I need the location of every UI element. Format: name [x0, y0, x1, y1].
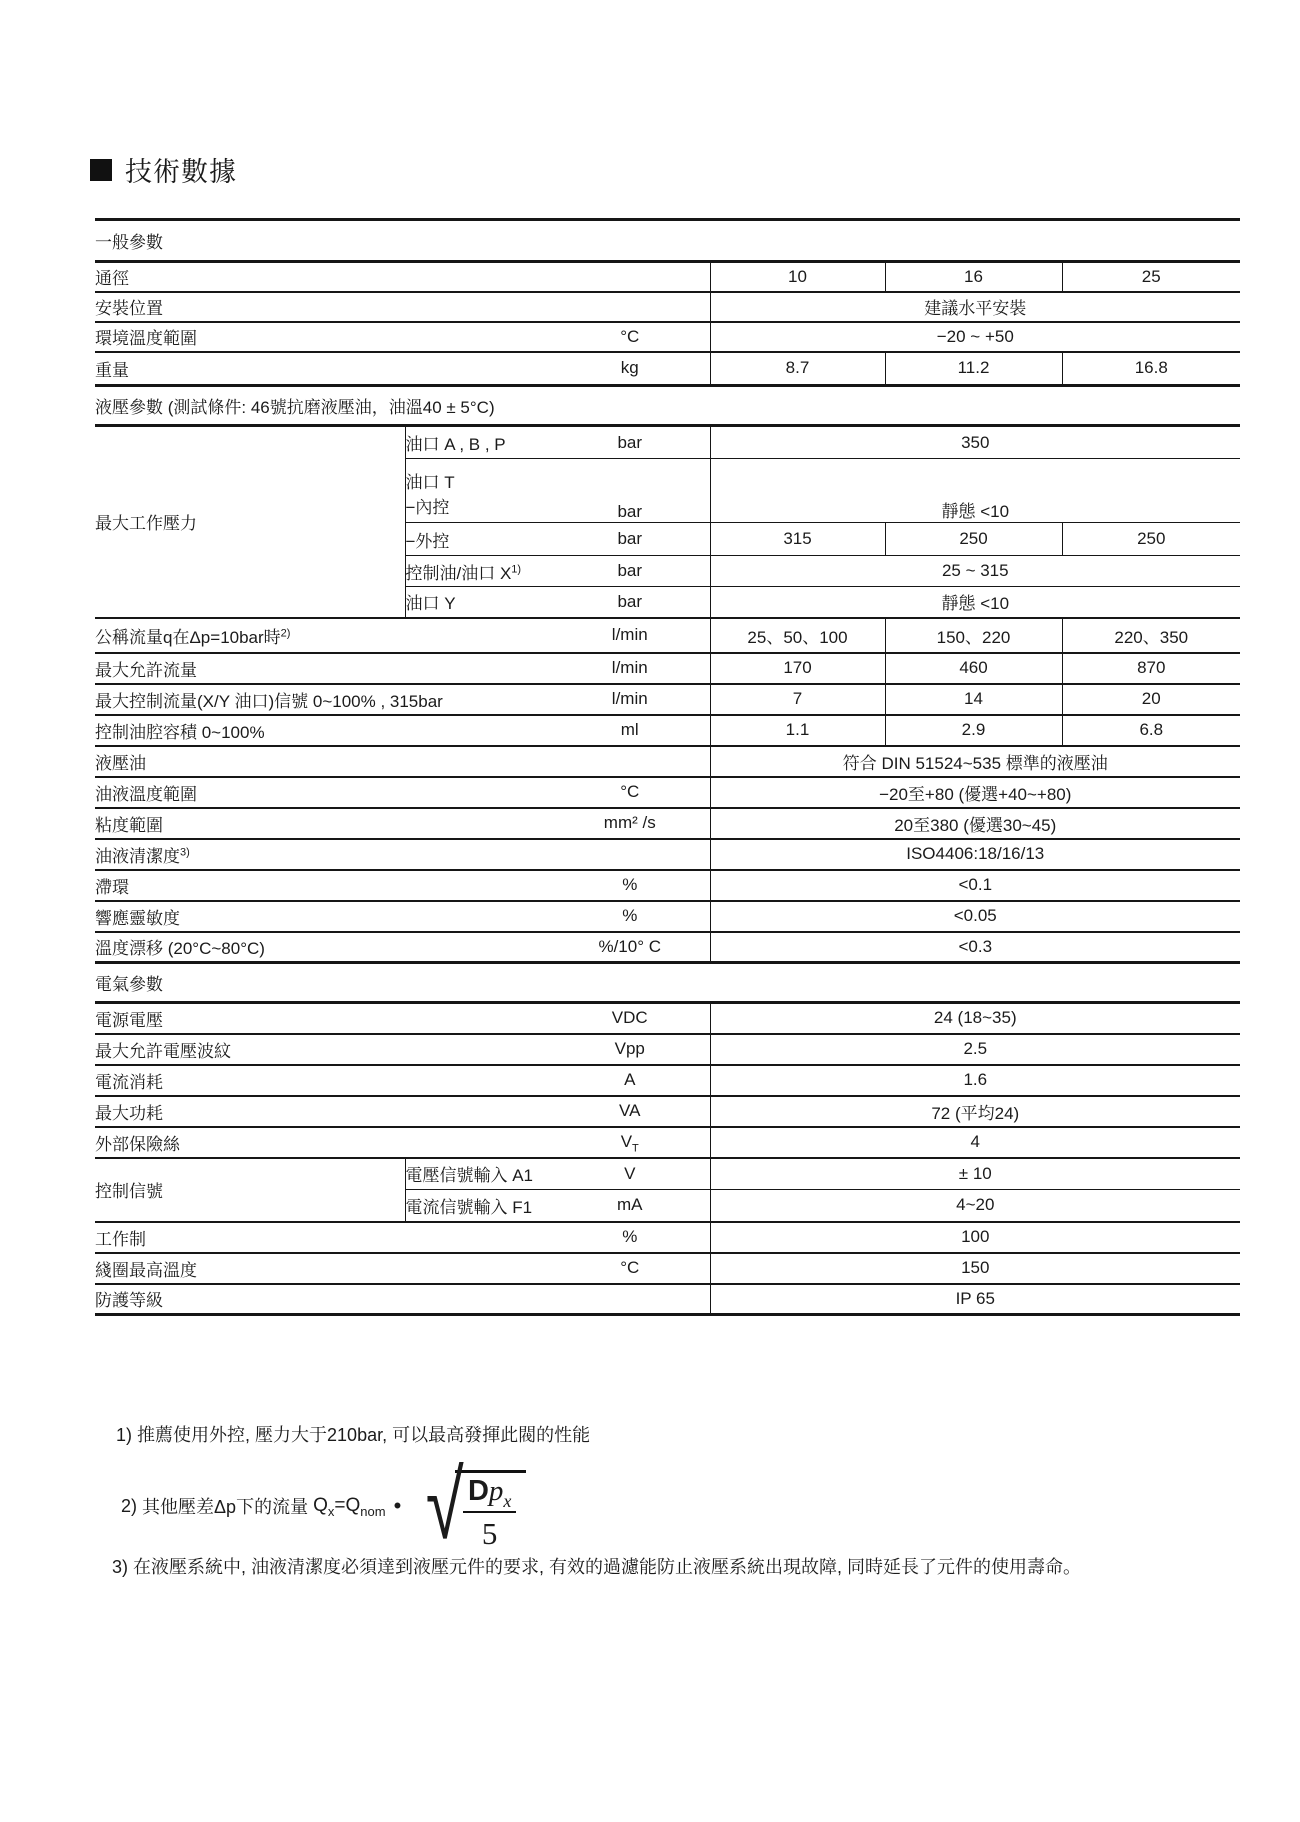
max-ctrl-flow-value-1: 7 — [710, 684, 885, 715]
row-duty — [95, 1222, 1240, 1253]
ctrl-chamber-unit: ml — [550, 715, 710, 746]
page-title — [90, 150, 237, 189]
row-weight — [95, 352, 1240, 386]
port-abp-unit: bar — [550, 426, 710, 459]
fluid-value: 符合 DIN 51524~535 標準的液壓油 — [710, 746, 1240, 777]
row-power — [95, 1096, 1240, 1127]
row-mounting — [95, 292, 1240, 322]
row-ctrl-chamber-label: 控制油腔容積 0~100% — [95, 715, 550, 746]
duty-value: 100 — [710, 1222, 1240, 1253]
current-value: 1.6 — [710, 1065, 1240, 1096]
weight-value-3: 16.8 — [1062, 352, 1240, 386]
port-t-internal-label — [405, 459, 550, 523]
max-flow-value-1: 170 — [710, 653, 885, 684]
temp-drift-unit: %/10° C — [550, 932, 710, 963]
ripple-value: 2.5 — [710, 1034, 1240, 1065]
fraction-numerator: $Dp_x$ — [463, 1476, 516, 1513]
weight-value-2: 11.2 — [885, 352, 1062, 386]
ambient-temp-unit: °C — [550, 322, 710, 352]
row-viscosity — [95, 808, 1240, 839]
max-flow-value-2: 460 — [885, 653, 1062, 684]
row-supply-voltage — [95, 1003, 1240, 1034]
port-abp-label: 油口 A , B , P — [405, 426, 550, 459]
external-control-unit: bar — [550, 523, 710, 556]
row-ambient-temp — [95, 322, 1240, 352]
row-max-pressure-abp — [95, 426, 1240, 459]
row-response-label: 響應靈敏度 — [95, 901, 550, 932]
section-electrical-header: 電氣參數 — [95, 963, 1240, 1003]
diameter-value-1: 10 — [710, 262, 885, 292]
row-weight-label: 重量 — [95, 352, 550, 386]
ctrl-chamber-value-3: 6.8 — [1062, 715, 1240, 746]
response-unit: % — [550, 901, 710, 932]
row-temp-drift-label: 溫度漂移 (20°C~80°C) — [95, 932, 550, 963]
group-max-pressure-label: 最大工作壓力 — [95, 426, 405, 618]
row-ctrl-chamber — [95, 715, 1240, 746]
max-ctrl-flow-value-2: 14 — [885, 684, 1062, 715]
external-control-value-1: 315 — [710, 523, 885, 556]
power-unit: VA — [550, 1096, 710, 1127]
footnote-2-text: 其他壓差Δp下的流量 — [142, 1497, 309, 1517]
protection-value: IP 65 — [710, 1284, 1240, 1315]
row-max-flow — [95, 653, 1240, 684]
footnote-3 — [112, 1553, 1081, 1579]
row-cleanliness-label: 油液清潔度$^{3)}$ — [95, 839, 710, 870]
duty-unit: % — [550, 1222, 710, 1253]
hysteresis-unit: % — [550, 870, 710, 901]
internal-control-value: 靜態 <10 — [710, 459, 1240, 523]
footnote-1-id: 1) — [116, 1425, 133, 1445]
external-control-value-3: 250 — [1062, 523, 1240, 556]
power-value: 72 (平均24) — [710, 1096, 1240, 1127]
section-general-header: 一般參數 — [95, 220, 1240, 262]
row-viscosity-label: 粘度範圍 — [95, 808, 550, 839]
row-hysteresis-label: 滯環 — [95, 870, 550, 901]
fluid-temp-value: −20至+80 (優選+40~+80) — [710, 777, 1240, 808]
row-protection-label: 防護等級 — [95, 1291, 163, 1311]
ctrl-chamber-value-1: 1.1 — [710, 715, 885, 746]
footnote-ref-3: 3) — [180, 845, 190, 858]
footnote-ref-2: 2) — [280, 626, 291, 639]
row-fluid-temp — [95, 777, 1240, 808]
row-ctrl-signal-voltage — [95, 1158, 1240, 1190]
technical-data-table — [95, 218, 1240, 1316]
ctrl-oil-value: 25 ~ 315 — [710, 556, 1240, 587]
voltage-input-label: 電壓信號輸入 A1 — [405, 1158, 550, 1190]
nominal-flow-value-2: 150、220 — [885, 618, 1062, 653]
voltage-input-unit: V — [550, 1158, 710, 1190]
page-title-text: 技術數據 — [125, 157, 237, 187]
row-diameter-label: 通徑 — [95, 262, 710, 292]
row-fluid-label: 液壓油 — [95, 746, 710, 777]
row-temp-drift — [95, 932, 1240, 963]
diameter-value-2: 16 — [885, 262, 1062, 292]
voltage-input-value: ± 10 — [710, 1158, 1240, 1190]
square-bullet-icon — [90, 159, 112, 181]
ambient-temp-value: −20 ~ +50 — [710, 322, 1240, 352]
current-unit: A — [550, 1065, 710, 1096]
footnote-2 — [121, 1452, 526, 1559]
row-protection — [95, 1284, 1240, 1315]
row-fuse-label: 外部保險絲 — [95, 1127, 550, 1158]
current-input-value: 4~20 — [710, 1190, 1240, 1222]
row-mounting-label: 安裝位置 — [95, 292, 710, 322]
nominal-flow-value-3: 220、350 — [1062, 618, 1240, 653]
fraction-denominator: 5 — [481, 1515, 498, 1551]
multiply-dot: • — [393, 1493, 402, 1518]
ctrl-oil-label: 控制油/油口 X$^{1)}$ — [405, 556, 550, 587]
formula-lhs: $Q_x=Q_{nom}$ — [313, 1495, 386, 1519]
row-max-ctrl-flow — [95, 684, 1240, 715]
port-t-label: 油口 T — [405, 472, 455, 492]
row-nominal-flow-label: 公稱流量q在Δp=10bar時$^{2)}$ — [95, 618, 550, 653]
footnote-1 — [116, 1421, 590, 1447]
footnote-3-id: 3) — [112, 1557, 129, 1577]
coil-temp-unit: °C — [550, 1253, 710, 1284]
footnote-ref-1: 1) — [511, 562, 522, 575]
port-y-label: 油口 Y — [405, 587, 550, 618]
row-current-label: 電流消耗 — [95, 1065, 550, 1096]
hysteresis-value: <0.1 — [710, 870, 1240, 901]
row-ripple — [95, 1034, 1240, 1065]
weight-value-1: 8.7 — [710, 352, 885, 386]
row-supply-voltage-label: 電源電壓 — [95, 1003, 550, 1034]
weight-unit: kg — [550, 352, 710, 386]
row-current — [95, 1065, 1240, 1096]
fluid-temp-unit: °C — [550, 777, 710, 808]
max-ctrl-flow-unit: l/min — [550, 684, 710, 715]
row-ambient-temp-label: 環境溫度範圍 — [95, 322, 550, 352]
supply-voltage-value: 24 (18~35) — [710, 1003, 1240, 1034]
ctrl-chamber-value-2: 2.9 — [885, 715, 1062, 746]
port-y-value: 靜態 <10 — [710, 587, 1240, 618]
internal-control-unit: bar — [550, 459, 710, 523]
row-fluid-temp-label: 油液溫度範圍 — [95, 777, 550, 808]
cleanliness-value: ISO4406:18/16/13 — [710, 839, 1240, 870]
port-y-unit: bar — [550, 587, 710, 618]
formula-sqrt — [411, 1452, 526, 1559]
port-abp-value: 350 — [710, 426, 1240, 459]
group-ctrl-signal-label: 控制信號 — [95, 1158, 405, 1222]
mounting-value: 建議水平安裝 — [710, 292, 1240, 322]
section-hydraulic-header: 液壓參數 (測試條件: 46號抗磨液壓油，油溫40 ± 5°C) — [95, 386, 1240, 426]
row-fluid — [95, 746, 1240, 777]
diameter-value-3: 25 — [1062, 262, 1240, 292]
formula-fraction — [455, 1470, 526, 1552]
fuse-unit: $V_T$ — [550, 1127, 710, 1158]
current-input-label: 電流信號輸入 F1 — [405, 1190, 550, 1222]
external-control-label: −外控 — [405, 523, 550, 556]
row-ripple-label: 最大允許電壓波紋 — [95, 1034, 550, 1065]
row-fuse — [95, 1127, 1240, 1158]
row-coil-temp-label: 綫圈最高溫度 — [95, 1253, 550, 1284]
viscosity-unit: mm² /s — [550, 808, 710, 839]
row-hysteresis — [95, 870, 1240, 901]
viscosity-value: 20至380 (優選30~45) — [710, 808, 1240, 839]
max-flow-unit: l/min — [550, 653, 710, 684]
temp-drift-value: <0.3 — [710, 932, 1240, 963]
current-input-unit: mA — [550, 1190, 710, 1222]
row-max-flow-label: 最大允許流量 — [95, 653, 550, 684]
fuse-value: 4 — [710, 1127, 1240, 1158]
coil-temp-value: 150 — [710, 1253, 1240, 1284]
max-ctrl-flow-value-3: 20 — [1062, 684, 1240, 715]
footnote-2-id: 2) — [121, 1495, 138, 1516]
radical-sign: √ — [426, 1452, 464, 1559]
max-flow-value-3: 870 — [1062, 653, 1240, 684]
response-value: <0.05 — [710, 901, 1240, 932]
footnote-3-text: 在液壓系統中, 油液清潔度必須達到液壓元件的要求, 有效的過濾能防止液壓系統出現故障, 同時延長了元件的使用壽命。 — [133, 1557, 1082, 1577]
nominal-flow-unit: l/min — [550, 618, 710, 653]
nominal-flow-value-1: 25、50、100 — [710, 618, 885, 653]
row-nominal-flow — [95, 618, 1240, 653]
ctrl-oil-unit: bar — [550, 556, 710, 587]
external-control-value-2: 250 — [885, 523, 1062, 556]
row-max-ctrl-flow-label: 最大控制流量(X/Y 油口)信號 0~100% , 315bar — [95, 684, 550, 715]
row-diameter — [95, 262, 1240, 292]
internal-control-label: −內控 — [405, 497, 450, 517]
supply-voltage-unit: VDC — [550, 1003, 710, 1034]
footnote-1-text: 推薦使用外控, 壓力大于210bar, 可以最高發揮此閥的性能 — [137, 1425, 591, 1445]
row-power-label: 最大功耗 — [95, 1096, 550, 1127]
ripple-unit: Vpp — [550, 1034, 710, 1065]
row-response — [95, 901, 1240, 932]
row-duty-label: 工作制 — [95, 1222, 550, 1253]
row-coil-temp — [95, 1253, 1240, 1284]
row-cleanliness — [95, 839, 1240, 870]
